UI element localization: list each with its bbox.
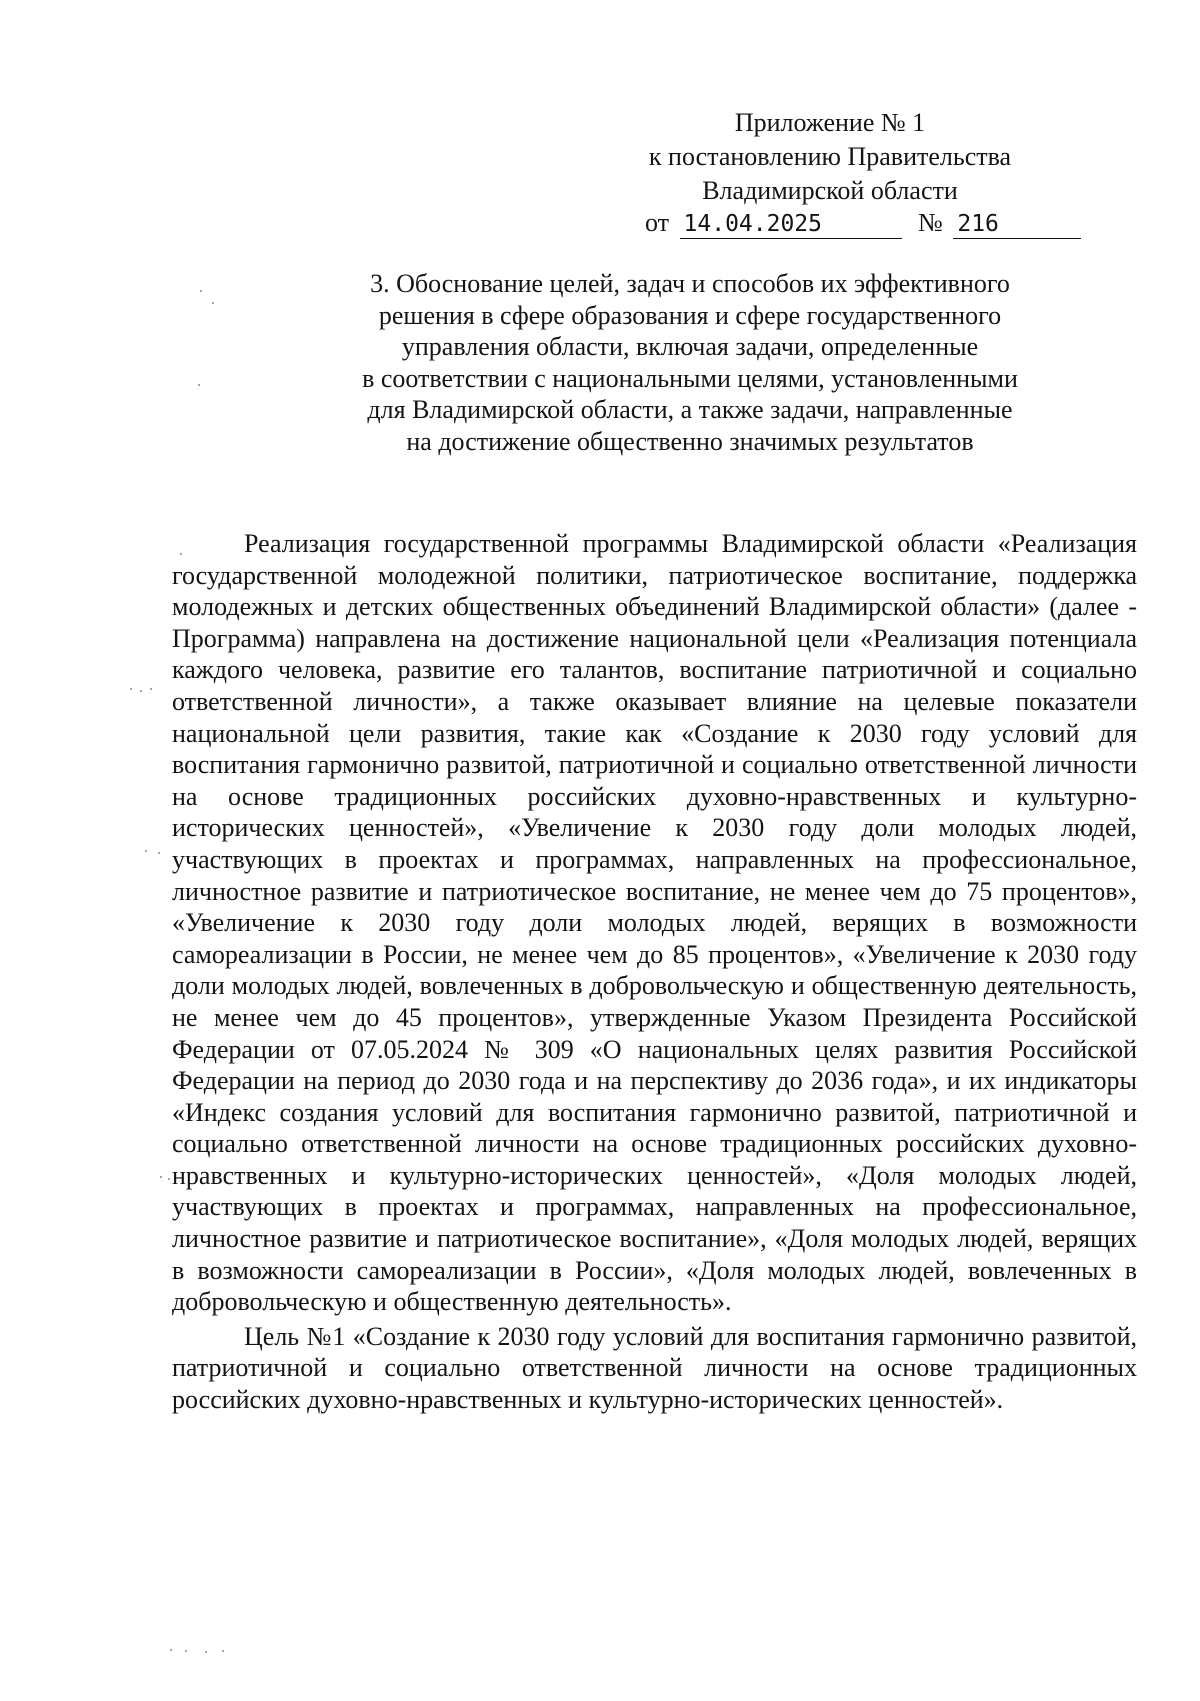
order-date-number-line bbox=[645, 206, 1085, 240]
body-paragraph-program: Реализация государственной программы Владимирской области «Реализация государственной молодежной политики, патриотическое воспитание, поддержка молодежных и детских общественных объединений Владимирской области» (далее - Программа) направлена на достижение национальной цели «Реализация потенциала каждого человека, развитие его талантов, воспитание патриотичной и социально ответственной личности», а также оказывает влияние на целевые показатели национальной цели развития, такие как «Создание к 2030 году условий для воспитания гармонично развитой, патриотичной и социально ответственной личности на основе традиционных российских духовно-нравственных и культурно-исторических ценностей», «Увеличение к 2030 году доли молодых людей, участвующих в проектах и программах, направленных на профессиональное, личностное развитие и патриотическое воспитание, не менее чем до 75 процентов», «Увеличение к 2030 году доли молодых людей, верящих в возможности самореализации в России, не менее чем до 85 процентов», «Увеличение к 2030 году доли молодых людей, вовлеченных в добровольческую и общественную деятельность, не менее чем до 45 процентов», утвержденные Указом Президента Российской Федерации от 07.05.2024 № 309 «О национальных целях развития Российской Федерации на период до 2030 года и на перспективу до 2036 года», и их индикаторы «Индекс создания условий для воспитания гармонично развитой, патриотичной и социально ответственной личности на основе традиционных российских духовно-нравственных и культурно-исторических ценностей», «Доля молодых людей, участвующих в проектах и программах, направленных на профессиональное, личностное развитие и патриотическое воспитание», «Доля молодых людей, верящих в возможности самореализации в России», «Доля молодых людей, вовлеченных в добровольческую и общественную деятельность». bbox=[172, 529, 1137, 1317]
heading-line: на достижение общественно значимых результатов bbox=[406, 426, 974, 456]
order-number-field: 216 bbox=[953, 211, 1081, 239]
heading-line: 3. Обоснование целей, задач и способов их эффективного bbox=[370, 269, 1010, 298]
heading-line: решения в сфере образования и сфере государственного bbox=[378, 300, 1002, 330]
body-paragraph-goal-1: Цель №1 «Создание к 2030 году условий для воспитания гармонично развитой, патриотичной и социально ответственной личности на основе традиционных российских духовно-нравственных и культурно-исторических ценностей». bbox=[172, 1321, 1137, 1415]
heading-line: управления области, включая задачи, определенные bbox=[401, 332, 979, 361]
heading-line: для Владимирской области, а также задачи, направленные bbox=[367, 395, 1013, 424]
appendix-region: Владимирской области bbox=[702, 176, 958, 205]
appendix-title: Приложение № 1 bbox=[734, 108, 926, 137]
heading-line: в соответствии с национальными целями, установленными bbox=[362, 363, 1018, 393]
appendix-block bbox=[600, 106, 1060, 208]
body-text bbox=[172, 528, 1137, 1416]
date-prefix: от bbox=[645, 208, 670, 237]
order-date-field: 14.04.2025 bbox=[680, 211, 902, 239]
appendix-resolution-ref: к постановлению Правительства bbox=[648, 142, 1012, 171]
section-heading bbox=[300, 268, 1080, 457]
number-prefix: № bbox=[918, 208, 943, 237]
